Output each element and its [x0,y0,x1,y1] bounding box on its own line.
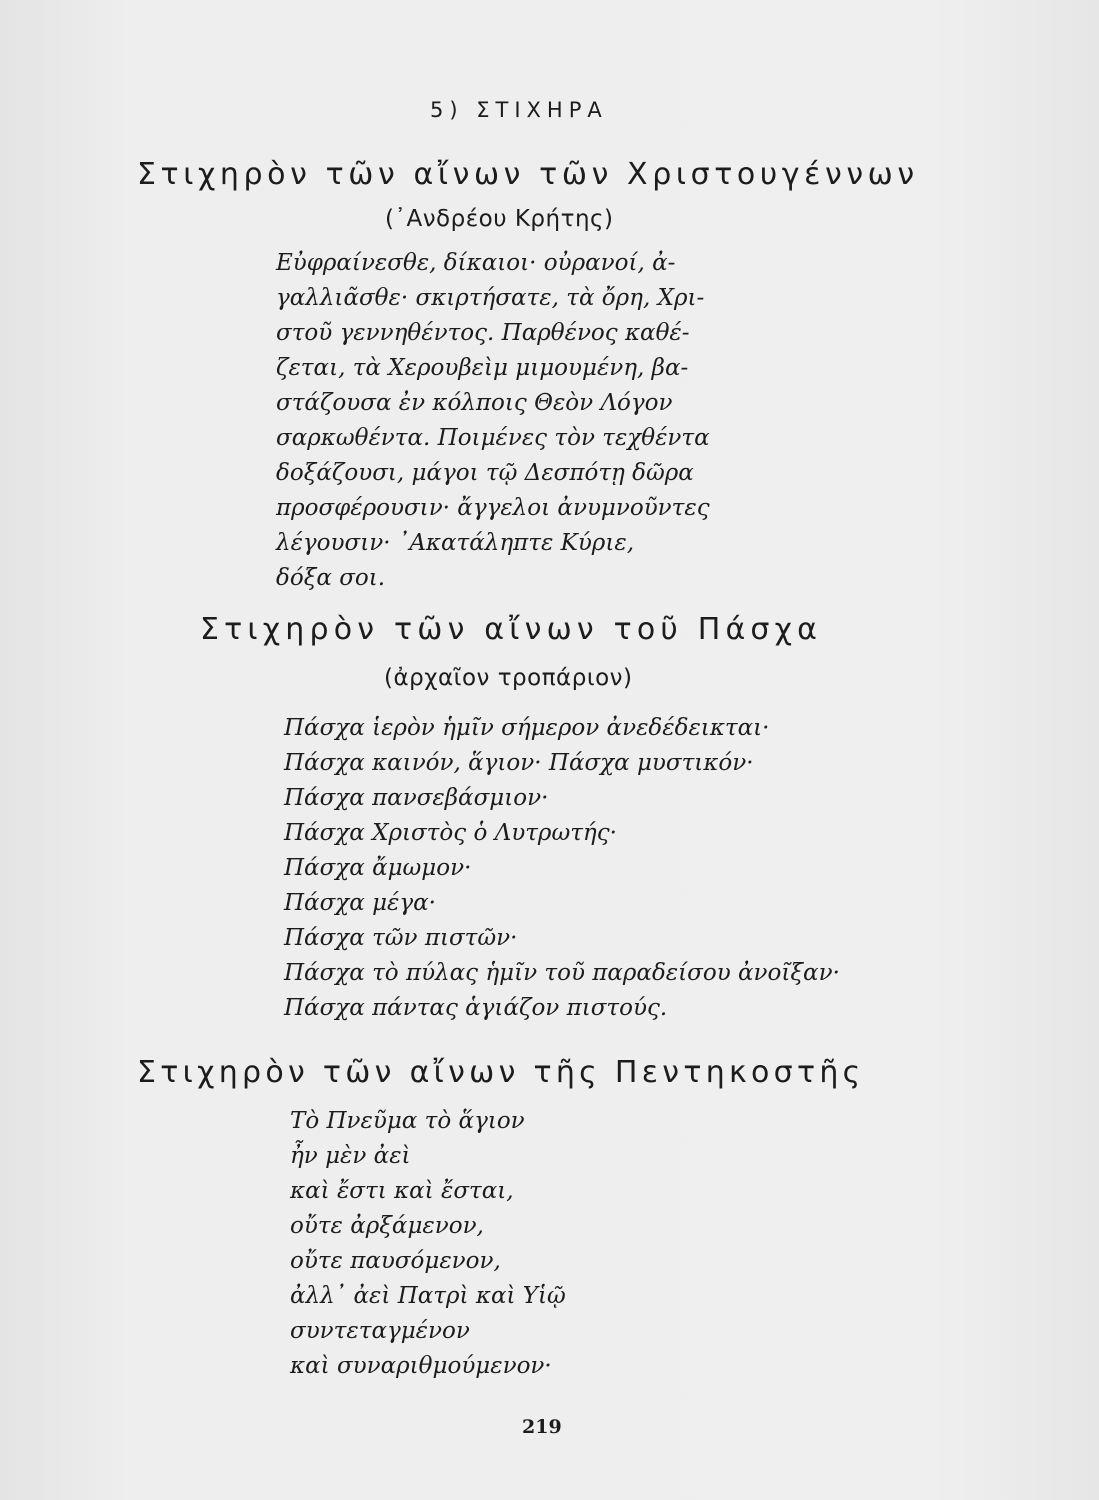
verse-line: Πάσχα τὸ πύλας ἡμῖν τοῦ παραδείσου ἀνοῖξαν· [284,960,840,986]
heading-christmas: Στιχηρὸν τῶν αἴνων τῶν Χριστουγέννων [137,157,919,192]
page-number: 219 [522,1416,562,1438]
verse-line: δοξάζουσι, μάγοι τῷ Δεσπότῃ δῶρα [276,460,694,486]
verse-line: Πάσχα καινόν, ἅγιον· Πάσχα μυστικόν· [284,750,754,776]
verse-line: στοῦ γεννηθέντος. Παρθένος καθέ- [276,320,690,346]
verse-line: Εὐφραίνεσθε, δίκαιοι· οὐρανοί, ἀ- [276,250,676,276]
verse-line: Πάσχα πάντας ἁγιάζον πιστούς. [284,995,668,1021]
verse-line: καὶ ἔστι καὶ ἔσται, [290,1178,514,1204]
verse-line: Πάσχα τῶν πιστῶν· [284,925,518,951]
verse-line: ἦν μὲν ἀεὶ [290,1143,411,1169]
verse-line: ζεται, τὰ Χερουβεὶμ μιμουμένη, βα- [276,355,689,381]
verse-line: στάζουσα ἐν κόλποις Θεὸν Λόγον [276,390,673,416]
verse-line: Πάσχα ἄμωμον· [284,855,472,881]
heading-pentecost: Στιχηρὸν τῶν αἴνων τῆς Πεντηκοστῆς [137,1055,865,1090]
verse-line: Πάσχα μέγα· [284,890,436,916]
verse-line: καὶ συναριθμούμενον· [290,1353,552,1379]
verse-line: Τὸ Πνεῦμα τὸ ἅγιον [290,1108,525,1134]
verse-line: οὔτε ἀρξάμενον, [290,1213,484,1239]
verse-line: οὔτε παυσόμενον, [290,1248,501,1274]
subheading-andrew-of-crete: (᾿Ανδρέου Κρήτης) [385,206,614,232]
verse-line: συντεταγμένον [290,1318,470,1344]
heading-pascha: Στιχηρὸν τῶν αἴνων τοῦ Πάσχα [200,612,823,647]
verse-line: σαρκωθέντα. Ποιμένες τὸν τεχθέντα [276,425,710,451]
verse-line: δόξα σοι. [276,565,386,591]
verse-line: Πάσχα πανσεβάσμιον· [284,785,549,811]
verse-line: Πάσχα ἱερὸν ἡμῖν σήμερον ἀνεδέδεικται· [284,715,770,741]
section-title: 5) ΣΤΙΧΗΡΑ [430,98,608,122]
verse-line: ἀλλ᾿ ἀεὶ Πατρὶ καὶ Υἱῷ [290,1283,566,1309]
verse-line: προσφέρουσιν· ἄγγελοι ἀνυμνοῦντες [276,495,710,521]
subheading-ancient-troparion: (ἀρχαῖον τροπάριον) [384,665,633,691]
verse-line: λέγουσιν· ᾿Ακατάληπτε Κύριε, [276,530,635,556]
verse-line: γαλλιᾶσθε· σκιρτήσατε, τὰ ὄρη, Χρι- [276,285,705,311]
verse-line: Πάσχα Χριστὸς ὁ Λυτρωτής· [284,820,617,846]
